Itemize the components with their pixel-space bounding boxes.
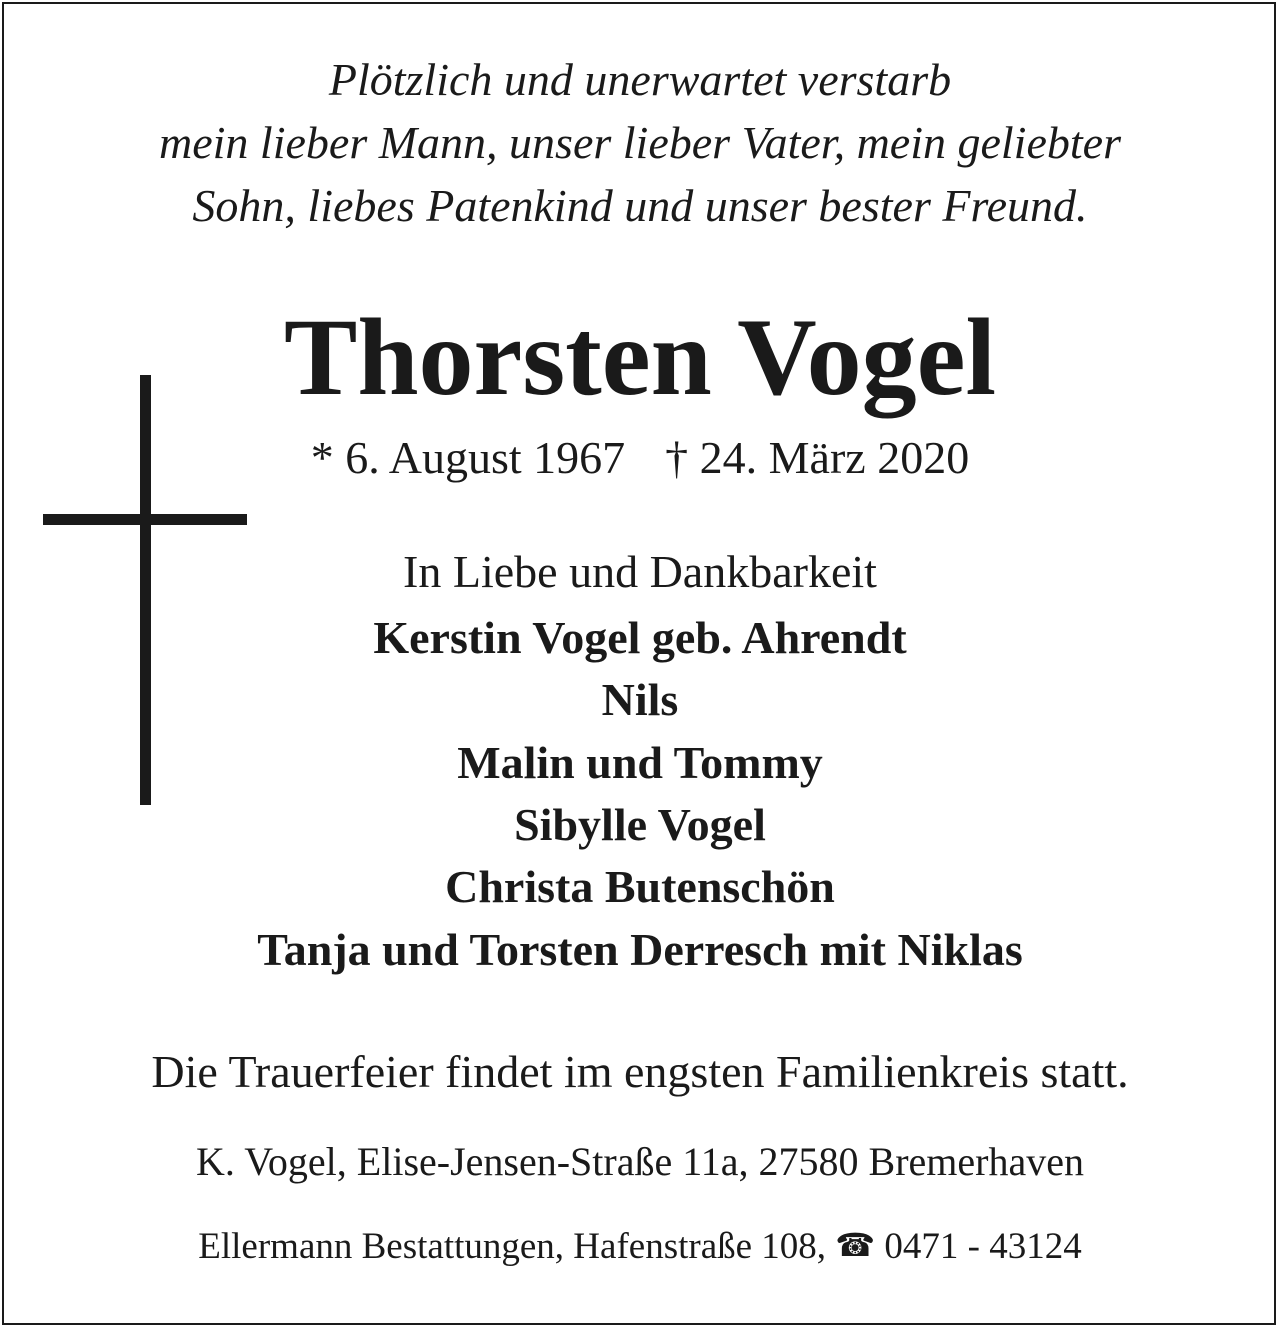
cross-icon-horizontal — [43, 514, 247, 525]
thanks-line: In Liebe und Dankbarkeit — [403, 546, 877, 597]
undertaker-line — [0, 1228, 1280, 1265]
undertaker-phone: 0471 - 43124 — [884, 1226, 1082, 1267]
undertaker-text: Ellermann Bestattungen, Hafenstraße 108, — [198, 1226, 827, 1267]
intro-line-3: Sohn, liebes Patenkind und unser bester Freund. — [192, 180, 1088, 231]
family-address: K. Vogel, Elise-Jensen-Straße 11a, 27580 Bremerhaven — [196, 1139, 1084, 1184]
life-dates — [250, 432, 1030, 483]
mourner-1: Kerstin Vogel geb. Ahrendt — [373, 612, 907, 663]
mourner-4: Sibylle Vogel — [514, 799, 766, 850]
deceased-name: Thorsten Vogel — [283, 296, 997, 418]
phone-icon: ☎ — [835, 1227, 876, 1263]
mourner-3: Malin und Tommy — [457, 737, 823, 788]
intro-line-1: Plötzlich und unerwartet verstarb — [328, 54, 952, 105]
death-date: † 24. März 2020 — [665, 432, 970, 483]
mourner-6: Tanja und Torsten Derresch mit Niklas — [257, 924, 1023, 975]
ceremony-note: Die Trauerfeier findet im engsten Familienkreis statt. — [151, 1046, 1129, 1097]
mourner-5: Christa Butenschön — [445, 861, 835, 912]
intro-line-2: mein lieber Mann, unser lieber Vater, mein geliebter — [159, 117, 1121, 168]
birth-date: * 6. August 1967 — [310, 432, 626, 483]
mourner-2: Nils — [601, 674, 679, 725]
